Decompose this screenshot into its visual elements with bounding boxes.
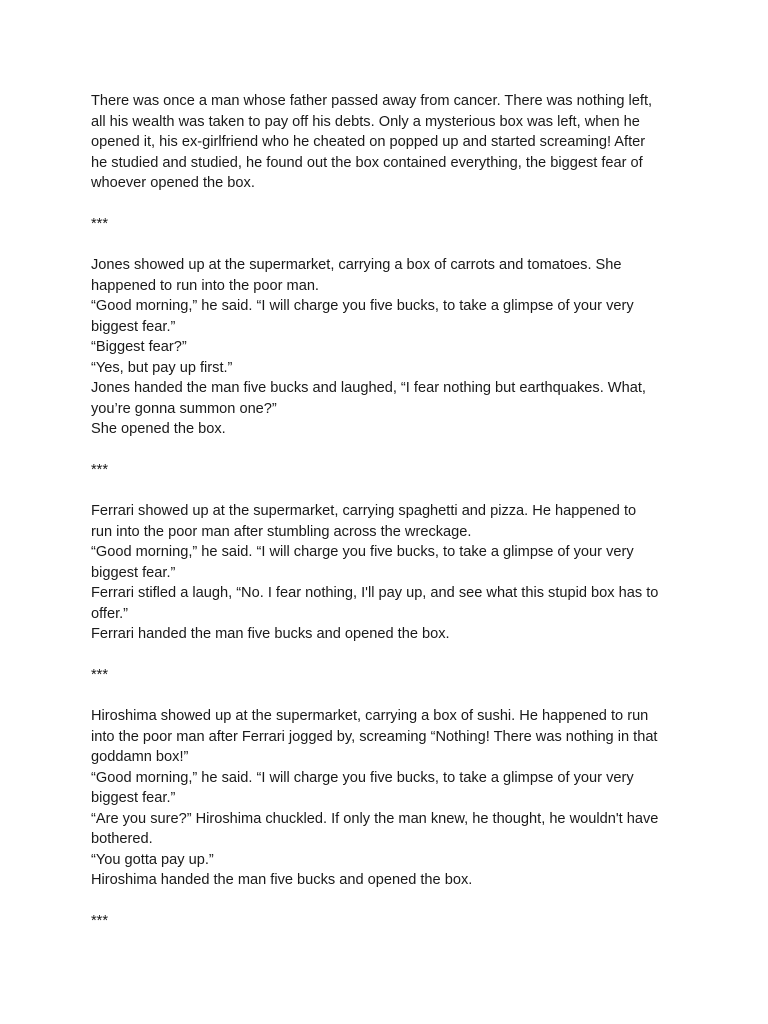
text-line: Hiroshima showed up at the supermarket, carrying a box of sushi. He happened to run — [91, 708, 649, 724]
text-line: Jones handed the man five bucks and laughed, “I fear nothing but earthquakes. What, — [91, 380, 646, 396]
text-line: into the poor man after Ferrari jogged by, screaming “Nothing! There was nothing in that — [91, 728, 658, 745]
text-line: opened it, his ex-girlfriend who he cheated on popped up and started screaming! After — [91, 134, 646, 150]
text-line: “Good morning,” he said. “I will charge you five bucks, to take a glimpse of your very — [91, 544, 634, 560]
jones-section — [91, 255, 691, 440]
text-line: Ferrari showed up at the supermarket, carrying spaghetti and pizza. He happened to — [91, 503, 637, 519]
text-line: She opened the box. — [91, 421, 226, 437]
text-line: run into the poor man after stumbling across the wreckage. — [91, 523, 472, 540]
ferrari-section — [91, 501, 691, 645]
section-separator: *** — [91, 667, 109, 683]
section-separator: *** — [91, 462, 109, 478]
text-line: biggest fear.” — [91, 564, 176, 581]
text-line: biggest fear.” — [91, 790, 176, 806]
text-line: whoever opened the box. — [91, 175, 255, 191]
text-line: biggest fear.” — [91, 318, 176, 335]
text-line: There was once a man whose father passed away from cancer. There was nothing left, — [91, 93, 653, 109]
text-line: “Good morning,” he said. “I will charge you five bucks, to take a glimpse of your very — [91, 298, 634, 314]
text-line: offer.” — [91, 605, 129, 622]
section-separator: *** — [91, 913, 109, 929]
text-line: goddamn box!” — [91, 749, 189, 765]
text-line: he studied and studied, he found out the box contained everything, the biggest fear of — [91, 154, 643, 171]
text-line: “Yes, but pay up first.” — [91, 359, 233, 376]
text-line: Ferrari stifled a laugh, “No. I fear nothing, I'll pay up, and see what this stupid box has to — [91, 585, 659, 601]
intro-paragraph — [91, 91, 691, 194]
text-line: Jones showed up at the supermarket, carrying a box of carrots and tomatoes. She — [91, 257, 622, 273]
text-line: Hiroshima handed the man five bucks and opened the box. — [91, 872, 473, 888]
text-line: “Good morning,” he said. “I will charge you five bucks, to take a glimpse of your very — [91, 769, 634, 786]
text-line: all his wealth was taken to pay off his debts. Only a mysterious box was left, when he — [91, 113, 640, 130]
text-line: bothered. — [91, 831, 153, 847]
hiroshima-section — [91, 706, 691, 891]
text-line: happened to run into the poor man. — [91, 277, 319, 294]
section-separator: *** — [91, 216, 109, 232]
text-line: “Biggest fear?” — [91, 339, 187, 355]
document-page — [91, 91, 691, 952]
text-line: “Are you sure?” Hiroshima chuckled. If only the man knew, he thought, he wouldn't have — [91, 810, 659, 827]
text-line: Ferrari handed the man five bucks and opened the box. — [91, 626, 450, 642]
text-line: “You gotta pay up.” — [91, 851, 214, 868]
text-line: you’re gonna summon one?” — [91, 400, 277, 417]
